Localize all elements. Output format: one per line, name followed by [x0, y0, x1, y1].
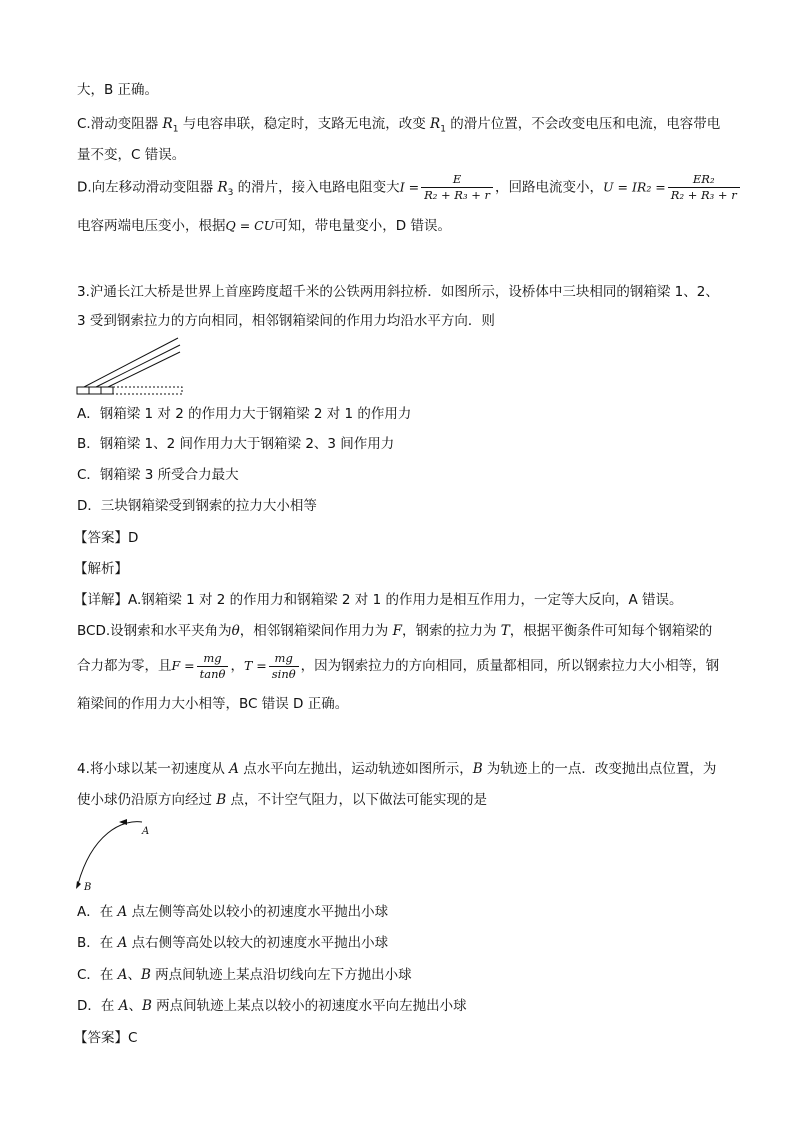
text: 的滑片，接入电路电阻变大 [233, 179, 400, 196]
box-girder-1 [77, 387, 89, 394]
denominator: tanθ [197, 666, 229, 682]
q4-answer [74, 1028, 137, 1048]
text: 箱梁间的作用力大小相等，BC 错误 D 正确。 [77, 696, 349, 712]
point-a: A [229, 761, 239, 777]
label-b: B [84, 882, 92, 893]
q3-detail-line-4 [77, 694, 348, 714]
subscript: 1 [172, 124, 179, 135]
subscript: 1 [440, 124, 446, 135]
point-a: A [118, 998, 129, 1014]
q3-option-a [77, 404, 411, 424]
q3-detail-line-1 [74, 590, 683, 610]
equation-i: I = [399, 179, 420, 195]
text: 为轨迹上的一点．改变抛出点位置，为 [482, 761, 717, 777]
text: 、 [128, 998, 142, 1014]
fraction-mg-over-sin [269, 651, 299, 682]
text: C．在 [77, 967, 118, 983]
var-f: F [392, 623, 402, 639]
numerator: mg [203, 650, 222, 665]
numerator: ER₂ [692, 172, 715, 186]
var-theta: θ [231, 623, 240, 639]
q3-answer [74, 528, 138, 548]
q3-detail-line-2 [77, 621, 712, 641]
text: 点右侧等高处以较大的初速度水平抛出小球 [127, 935, 389, 951]
label-a: A [142, 826, 150, 837]
q2-option-d-line-1 [77, 172, 742, 208]
point-b: B [140, 967, 151, 983]
text: ，根据平衡条件可知每个钢箱梁的 [509, 623, 713, 639]
text: 3.沪通长江大桥是世界上首座跨度超千米的公铁两用斜拉桥．如图所示，设桥体中三块相同的钢箱梁 1、2、 [77, 284, 719, 300]
point-b: B [216, 792, 227, 808]
text: BCD.设钢索和水平夹角为 [77, 623, 232, 639]
bridge-deck-dashed [113, 387, 182, 394]
q3-detail-line-3 [77, 650, 719, 682]
text: ， [230, 658, 244, 674]
q3-analysis-heading [74, 559, 128, 579]
text: ，因为钢索拉力的方向相同，质量都相同，所以钢索拉力大小相等，钢 [300, 658, 720, 674]
point-a: A [117, 935, 128, 951]
q2-option-c-line-2 [77, 145, 185, 165]
text: 的滑片位置，不会改变电压和电流，电容带电 [445, 116, 721, 132]
cable-3 [108, 352, 180, 387]
var-r: R [430, 116, 441, 132]
text: 4.将小球以某一初速度从 [77, 761, 230, 777]
var-r: R [217, 179, 228, 196]
trajectory-curve [78, 822, 142, 884]
text: A．在 [77, 904, 118, 920]
q2-option-c-line-1 [77, 114, 720, 140]
equation-q: Q = CU [225, 218, 275, 233]
equation-f: F = [171, 658, 195, 673]
cable-1 [84, 338, 178, 387]
text: C．钢箱梁 3 所受合力最大 [77, 467, 239, 483]
text: 点左侧等高处以较小的初速度水平抛出小球 [127, 904, 389, 920]
text: 【答案】D [74, 530, 139, 546]
text: ，钢索的拉力为 [401, 623, 501, 639]
cable-2 [96, 345, 180, 387]
fraction-er2-over-r [668, 172, 740, 203]
text: 量不变，C 错误。 [77, 147, 186, 163]
text: 点水平向左抛出，运动轨迹如图所示， [238, 761, 473, 777]
fraction-mg-over-tan [197, 651, 229, 682]
q4-stem-line-2 [77, 790, 487, 810]
text: 【解析】 [74, 561, 128, 577]
fraction-e-over-r [421, 172, 493, 203]
numerator: E [452, 172, 462, 186]
text: 合力都为零，且 [77, 658, 172, 674]
text: 【详解】A.钢箱梁 1 对 2 的作用力和钢箱梁 2 对 1 的作用力是相互作用力，一定等大反向，A 错误。 [74, 592, 683, 608]
q2-line-1 [77, 80, 158, 100]
denominator: R₂ + R₃ + r [668, 187, 740, 203]
var-t: T [500, 623, 510, 639]
point-a: A [117, 967, 128, 983]
subscript: 3 [227, 188, 234, 199]
q4-stem-line-1 [77, 759, 716, 779]
q2-option-d-line-2 [77, 216, 451, 236]
text: 3 受到钢索拉力的方向相同，相邻钢箱梁间的作用力均沿水平方向．则 [77, 313, 495, 329]
text: 两点间轨迹上某点沿切线向左下方抛出小球 [150, 967, 412, 983]
trajectory-figure [72, 814, 162, 894]
q4-option-b [77, 933, 388, 953]
text: D．三块钢箱梁受到钢索的拉力大小相等 [77, 498, 317, 514]
denominator: sinθ [269, 666, 299, 682]
q3-option-b [77, 434, 394, 454]
velocity-arrow-b [76, 881, 81, 889]
q4-option-d [77, 996, 467, 1016]
q4-option-a [77, 902, 388, 922]
equation-t: T = [243, 658, 267, 673]
q3-option-c [77, 465, 239, 485]
q3-stem-line-2 [77, 311, 495, 331]
text: ，相邻钢箱梁间作用力为 [239, 623, 393, 639]
point-a: A [117, 904, 128, 920]
text: 电容两端电压变小，根据 [77, 218, 226, 234]
text: 两点间轨迹上某点以较小的初速度水平向左抛出小球 [151, 998, 467, 1014]
text: 点，不计空气阻力，以下做法可能实现的是 [226, 792, 488, 808]
point-b: B [472, 761, 483, 777]
text: C.滑动变阻器 [77, 116, 163, 132]
bridge-figure [72, 332, 192, 398]
q4-option-c [77, 965, 412, 985]
text: B．钢箱梁 1、2 间作用力大于钢箱梁 2、3 间作用力 [77, 436, 395, 452]
equation-u: U = IR₂ = [603, 179, 666, 195]
denominator: R₂ + R₃ + r [421, 187, 493, 203]
text: D.向左移动滑动变阻器 [77, 179, 218, 196]
text: 与电容串联，稳定时，支路无电流，改变 [178, 116, 431, 132]
var-r: R [162, 116, 173, 132]
text: ，回路电流变小， [495, 179, 604, 196]
box-girder-2 [89, 387, 101, 394]
point-b: B [141, 998, 152, 1014]
box-girder-3 [101, 387, 113, 394]
text: 、 [127, 967, 141, 983]
text: 可知，带电量变小，D 错误。 [274, 218, 451, 234]
q3-stem-line-1 [77, 282, 719, 302]
text: 使小球仍沿原方向经过 [77, 792, 217, 808]
numerator: mg [274, 650, 293, 665]
text: D．在 [77, 998, 119, 1014]
text: A．钢箱梁 1 对 2 的作用力大于钢箱梁 2 对 1 的作用力 [77, 406, 412, 422]
q3-option-d [77, 496, 317, 516]
text: 大，B 正确。 [77, 82, 159, 98]
text: 【答案】C [74, 1030, 138, 1046]
text: B．在 [77, 935, 118, 951]
